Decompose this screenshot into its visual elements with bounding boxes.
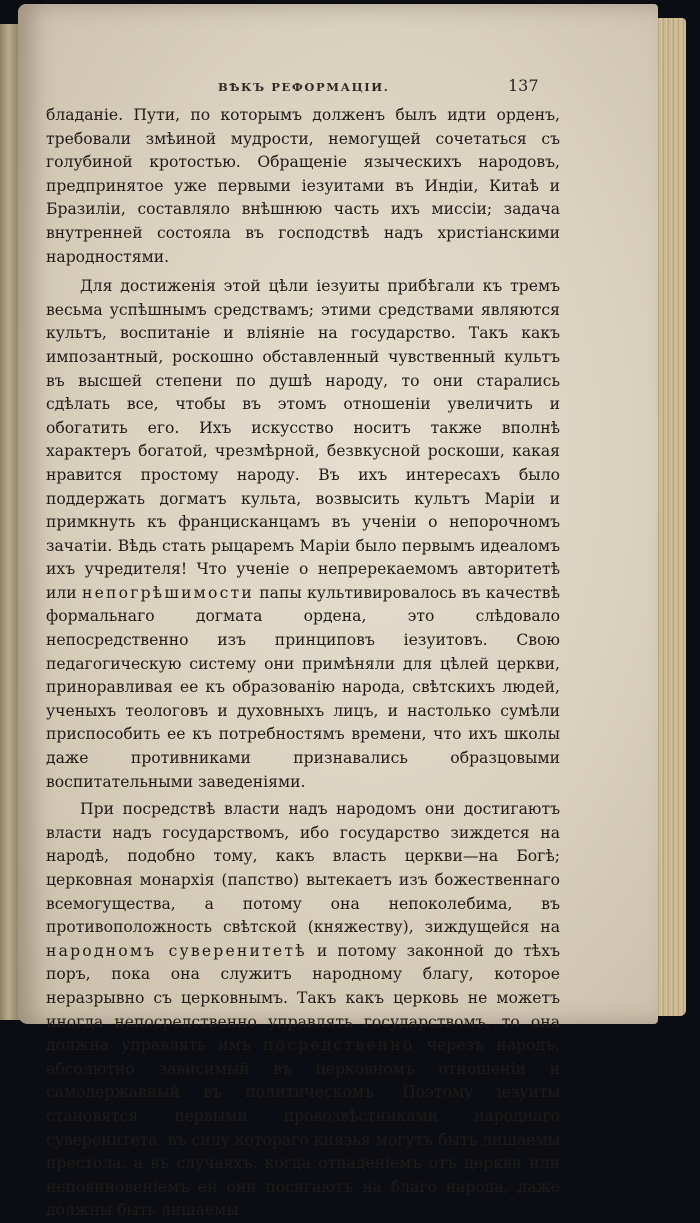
spaced-emphasis: народномъ суверенитетѣ [46,941,307,960]
paragraph-text: папы культивировалось въ качествѣ формальнаго догмата ордена, это слѣдовало непосредственно изъ принциповъ іезуитовъ. Свою педагогическую систему они примѣняли для цѣлей церкви, приноравливая ее къ образованію народа, свѣтскихъ людей, ученыхъ теологовъ и духовныхъ лицъ, и настолько сумѣли приспособить ее къ потребностямъ времени, что ихъ школы даже противниками признавались образцовыми воспитательными заведеніями. [46,583,560,791]
paragraph [46,104,560,269]
paragraph-text: При посредствѣ власти надъ народомъ они достигаютъ власти надъ государствомъ, ибо государство зиждется на народѣ, подобно тому, какъ власть церкви—на Богѣ; церковная монархія (папство) вытекаетъ изъ божественнаго всемогущества, а потому она непоколебима, въ противоположность свѣтской (княжеству), зиждущейся на [46,800,560,937]
paragraph [46,275,560,794]
spaced-emphasis: посредственно [263,1036,415,1055]
running-title: ВѢКЪ РЕФОРМАЦІИ. [218,80,390,94]
paragraph-text: Для достиженія этой цѣли іезуиты прибѣгали къ тремъ весьма успѣшнымъ средствамъ; этими средствами являются культъ, воспитаніе и вліяніе на государство. Такъ какъ импозантный, роскошно обставленный чувственный культъ въ высшей степени по душѣ народу, то они старались сдѣлать все, чтобы въ этомъ отношеніи увеличить и обогатить его. Ихъ искусство носитъ также вполнѣ характеръ богатой, чрезмѣрной, безвкусной роскоши, какая нравится простому народу. Въ ихъ интересахъ было поддержать догматъ культа, возвысить культъ Маріи и примкнуть къ францисканцамъ въ ученіи о непорочномъ зачатіи. Вѣдь стать рыцаремъ Маріи было первымъ идеаломъ ихъ учредителя! Что ученіе о непререкаемомъ авторитетѣ или [46,277,560,602]
page-number: 137 [508,76,539,95]
paragraph [46,798,560,1223]
paragraph-text: бладаніе. Пути, по которымъ долженъ былъ идти орденъ, требовали змѣиной мудрости, немогущей сочетаться съ голубиной кротостью. Обращеніе языческихъ народовъ, предпринятое уже первыми іезуитами въ Индіи, Китаѣ и Бразиліи, составляло внѣшнюю часть ихъ миссіи; задача внутренней состояла въ господствѣ надъ христіанскими народностями. [46,106,560,266]
body-text [46,104,560,1223]
running-head [18,76,658,100]
left-page-edge [0,24,20,1020]
spaced-emphasis: непогрѣшимости [82,583,254,602]
paragraph-text: черезъ народъ, абсолютно зависимый въ церковномъ отношеніи и самодержавный въ политическомъ. Поэтому іезуиты становятся первыми провозвѣстниками народнаго суверенитета, въ силу котораго князья могутъ быть лишаемы престола, а въ случаяхъ, когда отпаденіемъ отъ церкви или неповиновеніемъ ей они посягаютъ на благо народа, даже должны быть лишаемы [46,1036,560,1220]
paragraph-text: и потому законной до тѣхъ поръ, пока она служитъ народному благу, которое неразрывно съ церковнымъ. Такъ какъ церковь не можетъ иногда непосредственно управлять государствомъ, то она должна управлять имъ [46,941,560,1055]
book-page [18,4,658,1220]
